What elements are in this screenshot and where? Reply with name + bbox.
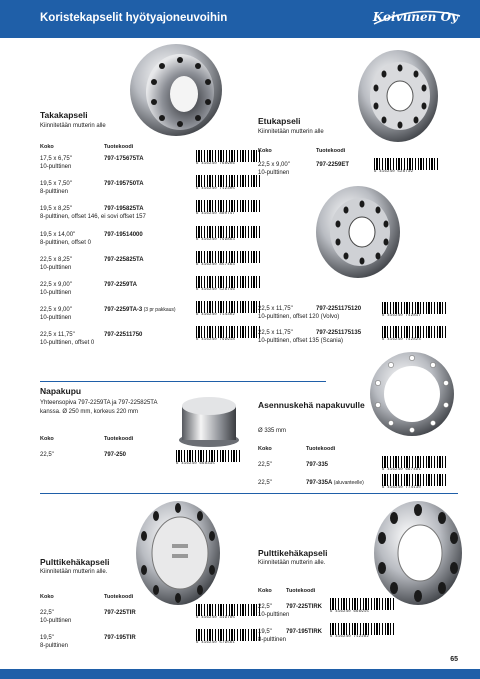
product-code-text: 797-2259TA-3 [104,307,143,314]
barcode-number: 6 416240 319785 [196,616,236,620]
pulttikehakapseli-right-image [372,498,464,608]
barcode-bars [330,598,396,610]
product-code-text: 797-225TIRK [286,604,323,610]
product-size: 19,5" [258,629,272,635]
product-code [104,307,176,313]
barcode-number: 6 416240 668335 [176,462,216,466]
barcode [196,301,262,321]
barcode [382,326,448,346]
column-header-size: Koko [258,588,272,594]
product-detail: 8-pulttinen [258,637,287,643]
pulttikehakapseli-right-subtitle: Kiinnitetään mutterin alle. [258,560,326,566]
product-row [40,610,160,632]
barcode [196,326,262,346]
product-size: 19,5 x 14,00" [40,231,76,238]
barcode [382,456,448,476]
barcode [196,226,262,246]
column-header-code: Tuotekoodi [104,594,134,600]
product-code-text: 797-195TIRK [286,629,323,635]
napakupu-image [176,384,242,450]
product-row [258,330,378,352]
product-size: 22,5" [258,604,272,610]
product-code [104,282,137,288]
barcode [196,251,262,271]
asennuskeha-image [368,350,456,438]
product-row [40,206,190,228]
barcode-number: 6 416240 666915 [330,610,370,614]
pulttikehakapseli-left-subtitle: Kiinnitetään mutterin alle. [40,569,108,575]
product-size: 19,5 x 8,25" [40,206,72,213]
product-row [40,156,190,178]
barcode-number: 6 416240 857463 [196,262,236,267]
product-row [258,306,378,328]
product-size: 22,5" [258,462,272,468]
product-size: 19,5" [40,635,54,641]
product-code [104,206,144,212]
column-header-code: Tuotekoodi [306,446,336,452]
product-code-text: 797-195TIR [104,635,136,641]
napakupu-description: Yhteensopiva 797-2259TA ja 797-225825TA kanssa. Ø 250 mm, korkeus 220 mm [40,400,158,415]
product-row [258,162,378,184]
barcode-number: 6 416240 768906 [196,162,236,166]
product-detail: 10-pulttinen [258,170,290,176]
etukapseli-image [356,48,440,144]
column-header-code: Tuotekoodi [104,144,134,150]
product-row [258,480,378,502]
company-logo-text: Koivunen Oy [372,10,458,24]
takakapseli-title: Takakapseli [40,110,88,120]
pulttikehakapseli-left-image [134,498,222,608]
barcode-bars [330,623,396,635]
pulttikehakapseli-right-title: Pulttikehäkapseli [258,548,328,558]
product-detail: 10-pulttinen [40,290,72,296]
page-number: 65 [450,656,458,663]
barcode [176,450,242,470]
etukapseli-title: Etukapseli [258,116,301,126]
barcode-bars [196,629,262,641]
barcode-number: 6 416240 712282 [330,635,370,639]
barcode-bars [382,302,448,314]
barcode-number: 6 416240 880747 [196,212,236,217]
product-detail: 10-pulttinen [40,164,72,170]
product-row [40,181,190,203]
product-code-text: 797-225825TA [104,256,144,263]
product-size: 22,5 x 8,25" [40,256,72,263]
footer-bar [0,669,480,679]
product-size: 22,5 x 9,00" [40,307,72,314]
product-code [104,452,126,458]
barcode-number: 6 416240 667491 [382,468,422,472]
barcode [196,629,262,649]
product-code-text: 797-335 [306,462,329,468]
product-code [286,604,322,610]
barcode-number: 6 416240 528739 [374,170,414,174]
product-code [104,635,136,641]
product-row [40,635,160,657]
product-row [40,257,190,279]
column-header-code: Tuotekoodi [286,588,316,594]
product-row [40,332,190,354]
barcode-bars [196,150,262,162]
column-header-size: Koko [258,446,272,452]
product-code-text: 797-19514000 [104,231,143,238]
barcode-number: 6 416240 712305 [196,187,236,192]
product-note: (aluvanteelle) [332,480,364,486]
barcode-number: 6 416240 799918 [196,338,236,343]
product-size: 22,5" [40,610,54,616]
etukapseli-subtitle: Kiinnitetään mutterin alle [258,129,324,135]
product-detail: 8-pulttinen, offset 0 [40,239,91,246]
product-row [40,452,160,474]
product-code [104,156,144,162]
product-code-text: 797-175675TA [104,156,144,162]
product-note: (3 pr pakkaus) [142,307,176,314]
barcode [196,276,262,296]
etukapseli-offset-image [314,184,402,280]
product-row [40,232,190,254]
product-detail: 8-pulttinen, offset 146, ei sovi offset 157 [40,214,146,221]
takakapseli-image [128,42,224,138]
barcode-bars [176,450,242,462]
product-detail: 8-pulttinen [40,643,69,649]
barcode [382,302,448,322]
product-detail: 10-pulttinen, offset 0 [40,340,95,347]
product-code-text: 797-250 [104,452,127,458]
product-size: 22,5 x 11,75" [258,306,293,312]
product-code [104,257,144,263]
column-header-size: Koko [40,594,54,600]
barcode [330,623,396,643]
barcode-bars [196,276,262,288]
barcode-number: 6 416240 742817 [382,314,422,318]
barcode-bars [196,175,262,187]
product-code [104,332,142,338]
product-detail: 10-pulttinen [40,264,72,271]
product-size: 22,5" [40,452,54,458]
column-header-size: Koko [40,436,54,442]
product-code [286,629,322,635]
barcode-number: 6 416240 579561 [196,641,236,645]
barcode-bars [382,326,448,338]
product-detail: 8-pulttinen [40,189,69,196]
product-code-text: 797-335A [306,480,333,486]
product-code-text: 797-195825TA [104,206,144,213]
product-size: 22,5 x 9,00" [40,282,72,288]
barcode-bars [196,251,262,263]
asennuskeha-title: Asennuskehä napakuvulle [258,400,365,410]
barcode [196,200,262,220]
barcode-bars [196,200,262,212]
product-size: 17,5 x 6,75" [40,156,72,162]
page-title: Koristekapselit hyötyajoneuvoihin [40,12,228,24]
barcode-number: 6 416240 714302 [196,313,236,318]
product-code-text: 797-2259TA [104,282,137,288]
product-detail: 10-pulttinen [40,315,72,322]
barcode [196,604,262,624]
asennuskeha-subtitle: Ø 335 mm [258,428,287,434]
product-row [40,282,190,304]
product-code [104,232,143,238]
product-size: 22,5 x 11,75" [258,330,293,336]
barcode [196,150,262,170]
barcode [330,598,396,618]
product-size: 19,5 x 7,50" [40,181,72,188]
product-row [40,307,190,329]
product-detail: 10-pulttinen [258,612,290,618]
barcode-bars [382,456,448,468]
product-code [306,480,364,486]
barcode-number: 6 416240 742824 [382,338,422,342]
product-code-text: 797-195750TA [104,181,144,188]
column-header-code: Tuotekoodi [316,148,346,154]
barcode-bars [196,604,262,616]
section-divider [40,381,326,382]
barcode-number: 6 416240 799863 [196,237,236,242]
product-code: 797-2251175135 [316,330,362,336]
product-code: 797-2259ET [316,162,350,168]
barcode [196,175,262,195]
product-code [104,610,136,616]
product-size: 22,5" [258,480,272,486]
barcode [374,158,440,178]
column-header-size: Koko [258,148,272,154]
column-header-code: Tuotekoodi [104,436,134,442]
product-detail: 10-pulttinen [40,618,72,624]
barcode-number: 6 416240 774130 [382,486,422,490]
product-size: 22,5 x 9,00" [258,162,290,168]
barcode-bars [374,158,440,170]
barcode-number: 6 416240 528746 [196,288,236,292]
napakupu-title: Napakupu [40,386,82,396]
product-size: 22,5 x 11,75" [40,332,75,339]
section-divider [40,493,458,494]
product-detail: 10-pulttinen, offset 120 (Volvo) [258,314,340,320]
product-code [104,181,144,187]
product-code-text: 797-22511750 [104,332,143,339]
product-code: 797-2251175120 [316,306,362,312]
barcode-bars [382,474,448,486]
barcode-bars [196,301,262,313]
product-code [306,462,328,468]
barcode-bars [196,226,262,238]
barcode [382,474,448,494]
pulttikehakapseli-left-title: Pulttikehäkapseli [40,557,110,567]
takakapseli-subtitle: Kiinnitetään mutterin alle [40,123,106,129]
column-header-size: Koko [40,144,54,150]
product-detail: 10-pulttinen, offset 135 (Scania) [258,338,343,344]
product-code-text: 797-225TIR [104,610,136,616]
barcode-bars [196,326,262,338]
